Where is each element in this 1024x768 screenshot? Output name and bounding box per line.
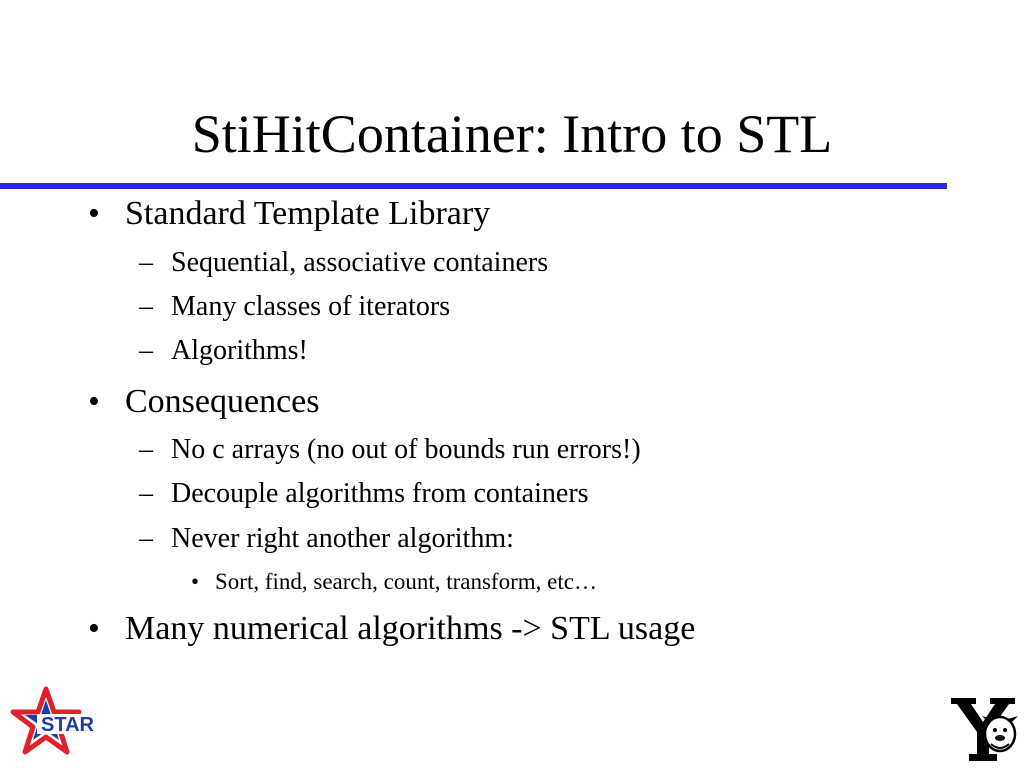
sub-bullet-marker: – — [139, 291, 153, 322]
sub-bullet-item: Algorithms! — [171, 335, 308, 366]
sub-bullet-item: Sequential, associative containers — [171, 247, 549, 278]
sub-bullet-marker: – — [139, 247, 153, 278]
sub-bullet-item: Many classes of iterators — [171, 291, 451, 322]
bullet-item: Consequences — [125, 383, 320, 420]
yale-bulldog-logo-icon — [948, 694, 1018, 764]
bullet-marker: • — [88, 195, 100, 232]
bullet-item: Many numerical algorithms -> STL usage — [125, 610, 696, 647]
star-logo-icon — [10, 686, 102, 758]
sub-sub-bullet-marker: • — [191, 569, 200, 594]
sub-sub-bullet-item: Sort, find, search, count, transform, etc… — [215, 569, 597, 594]
sub-bullet-marker: – — [139, 434, 153, 465]
sub-bullet-marker: – — [139, 523, 153, 554]
sub-bullet-item: Decouple algorithms from containers — [171, 478, 589, 509]
sub-bullet-marker: – — [139, 478, 153, 509]
sub-bullet-item: No c arrays (no out of bounds run errors!) — [171, 434, 641, 465]
slide-title: StiHitContainer: Intro to STL — [191, 104, 833, 164]
sub-bullet-item: Never right another algorithm: — [171, 523, 514, 554]
star-logo-text: STAR — [41, 714, 94, 736]
sub-bullet-marker: – — [139, 335, 153, 366]
bullet-item: Standard Template Library — [125, 195, 491, 232]
bullet-marker: • — [88, 383, 100, 420]
bullet-marker: • — [88, 610, 100, 647]
